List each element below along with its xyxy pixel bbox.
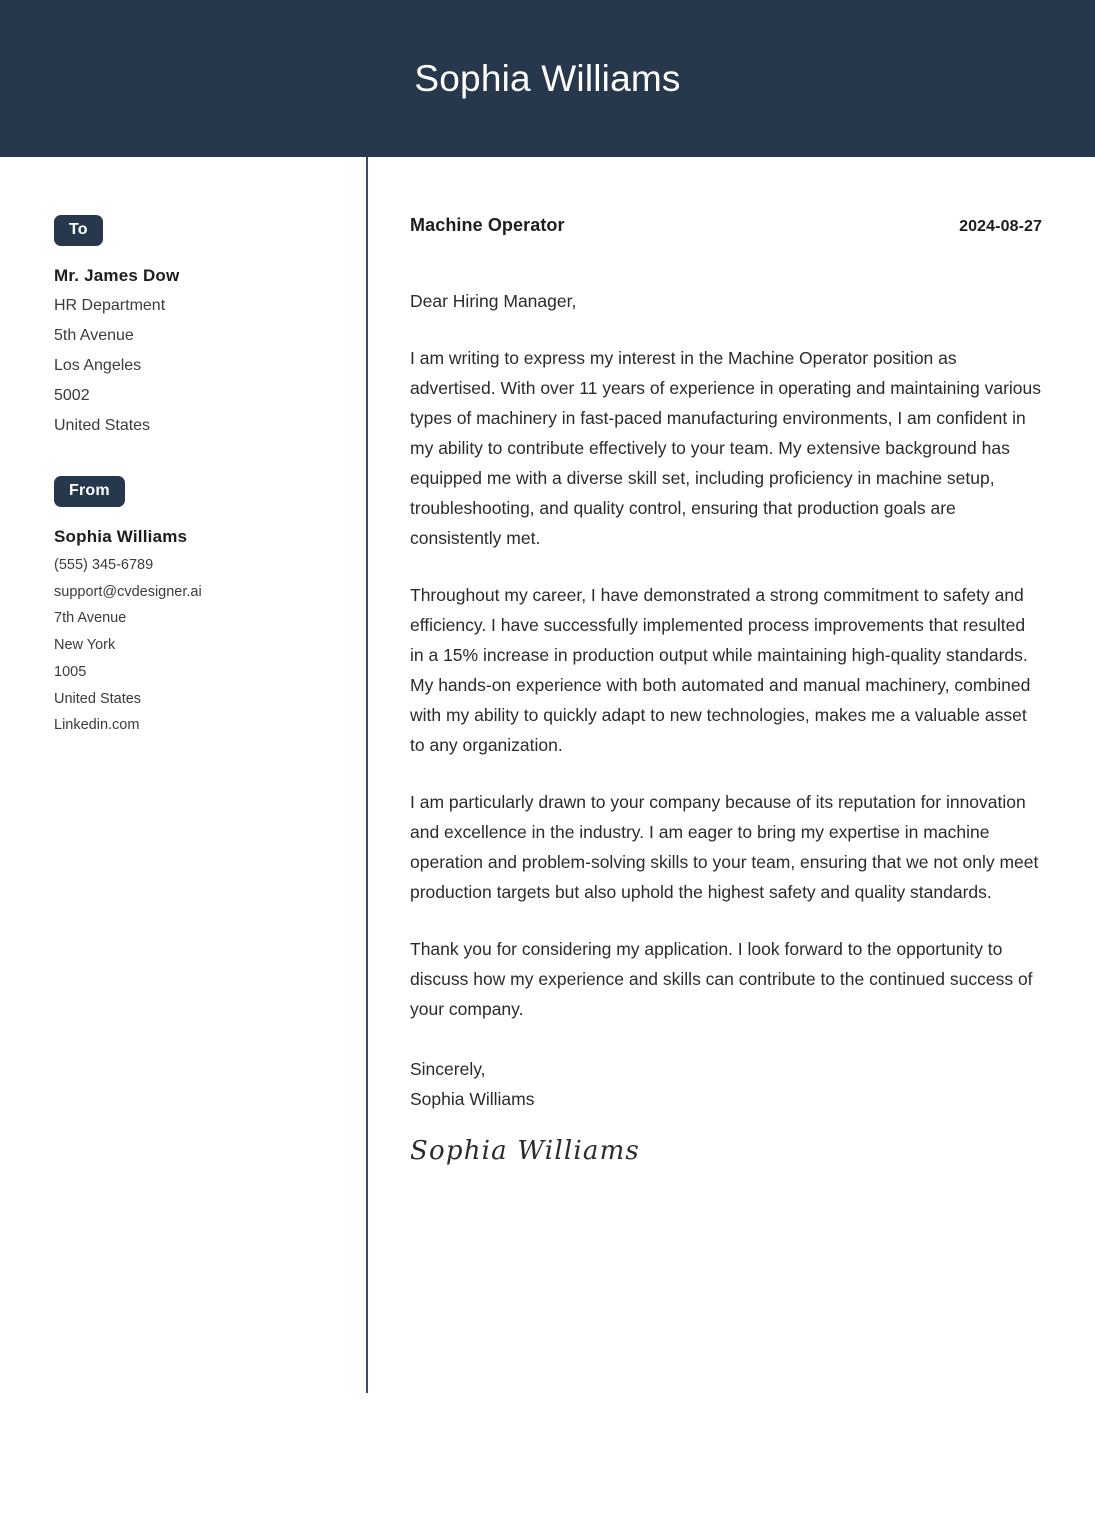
recipient-line: Los Angeles bbox=[54, 357, 142, 374]
signature: Sophia Williams bbox=[410, 1136, 640, 1166]
letter-header-row bbox=[410, 215, 1042, 236]
to-badge: To bbox=[54, 215, 103, 246]
letter-paragraph: Thank you for considering my application. I look forward to the opportunity to discuss how my experience and skills can contribute to the continued success of your company. bbox=[410, 939, 1033, 1019]
sender-section bbox=[54, 476, 334, 739]
salutation: Dear Hiring Manager, bbox=[410, 291, 577, 311]
sender-email: support@cvdesigner.ai bbox=[54, 583, 202, 600]
sender-line: 1005 bbox=[54, 663, 87, 680]
from-badge: From bbox=[54, 476, 125, 507]
sender-line: 7th Avenue bbox=[54, 610, 127, 627]
recipient-line: 5th Avenue bbox=[54, 327, 134, 344]
letter-body bbox=[410, 215, 1042, 1168]
sender-phone: (555) 345-6789 bbox=[54, 557, 154, 573]
closing-word: Sincerely, bbox=[410, 1059, 486, 1079]
recipient-line: HR Department bbox=[54, 297, 166, 314]
sender-name: Sophia Williams bbox=[54, 527, 188, 546]
job-title: Machine Operator bbox=[410, 215, 565, 235]
sidebar bbox=[54, 215, 334, 739]
sender-linkedin: Linkedin.com bbox=[54, 717, 140, 734]
sender-line: United States bbox=[54, 690, 142, 707]
letter-paragraph: Throughout my career, I have demonstrated a strong commitment to safety and efficiency. I have successfully implemented process improvements that resulted in a 15% increase in production output while maintaining high-quality standards. My hands-on experience with both automated and manual machinery, combined with my ability to quickly adapt to new technologies, makes me a valuable asset to any organization. bbox=[410, 585, 1031, 755]
page-title: Sophia Williams bbox=[414, 58, 681, 99]
letter-paragraph: I am writing to express my interest in the Machine Operator position as advertised. With over 11 years of experience in operating and maintaining various types of machinery in fast-paced manufacturing environments, I am confident in my ability to contribute effectively to your team. My extensive background has equipped me with a diverse skill set, including proficiency in machine setup, troubleshooting, and quality control, ensuring that production goals are consistently met. bbox=[410, 348, 1041, 548]
letter-paragraph: I am particularly drawn to your company because of its reputation for innovation and excellence in the industry. I am eager to bring my expertise in machine operation and problem-solving skills to your team, ensuring that we not only meet production targets but also uphold the highest safety and quality standards. bbox=[410, 792, 1039, 902]
recipient-line: United States bbox=[54, 417, 151, 434]
recipient-section bbox=[54, 215, 334, 441]
sender-address-block bbox=[54, 522, 334, 739]
recipient-line: 5002 bbox=[54, 387, 90, 404]
closing-block bbox=[410, 1054, 1042, 1114]
recipient-address-block bbox=[54, 261, 334, 441]
closing-name: Sophia Williams bbox=[410, 1089, 535, 1109]
document-header-band bbox=[0, 0, 1095, 157]
column-divider bbox=[366, 157, 368, 1393]
sender-line: New York bbox=[54, 637, 116, 654]
letter-date: 2024-08-27 bbox=[959, 218, 1042, 235]
recipient-name: Mr. James Dow bbox=[54, 266, 180, 285]
